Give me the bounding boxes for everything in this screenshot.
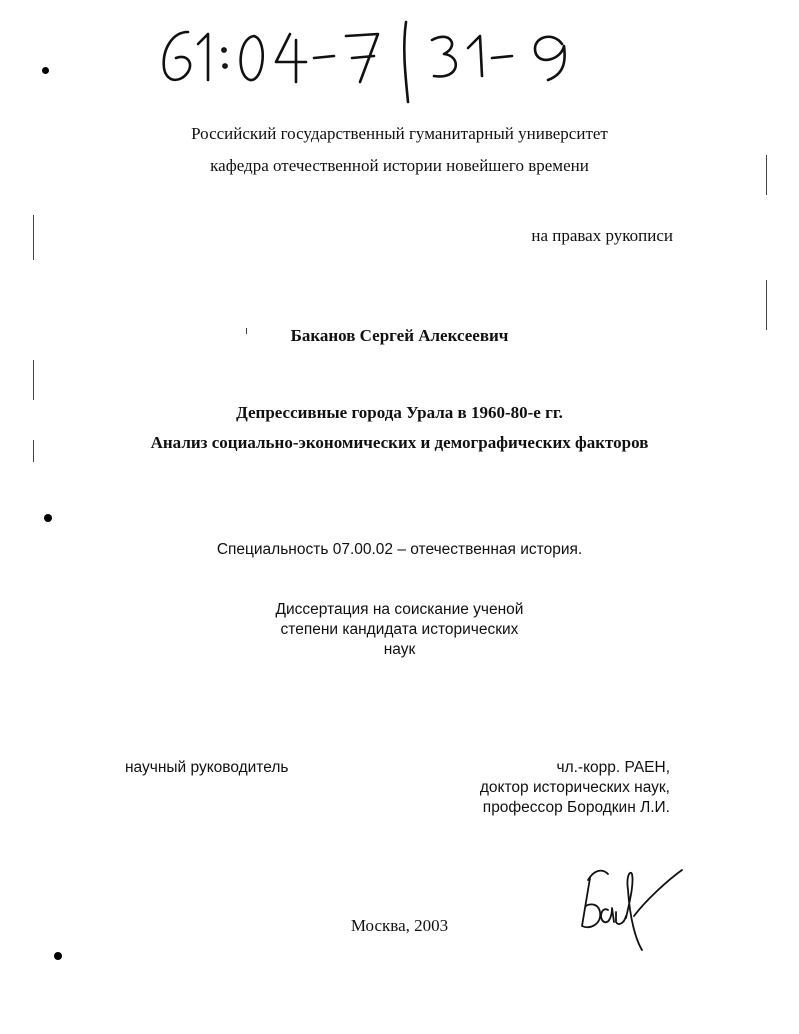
handwritten-signature <box>572 860 692 960</box>
dissertation-purpose-line3: наук <box>383 641 416 658</box>
place-and-year: Москва, 2003 <box>350 916 449 935</box>
scan-margin-line <box>33 360 34 400</box>
scan-margin-line <box>33 215 34 260</box>
scan-margin-line <box>766 280 767 330</box>
dissertation-purpose-line1: Диссертация на соискание ученой <box>275 601 524 618</box>
department-name: кафедра отечественной истории новейшего времени <box>210 156 589 175</box>
scan-speck <box>42 67 49 74</box>
manuscript-note: на правах рукописи <box>531 226 673 245</box>
handwritten-archive-code <box>150 10 590 105</box>
supervisor-title-line1: чл.-корр. РАЕН, <box>556 759 670 776</box>
dissertation-purpose-line2: степени кандидата исторических <box>280 621 519 638</box>
dissertation-title-line1: Депрессивные города Урала в 1960-80-е гг. <box>236 403 563 422</box>
supervisor-label: научный руководитель <box>125 759 289 776</box>
scan-speck <box>44 514 52 522</box>
specialty: Специальность 07.00.02 – отечественная история. <box>216 541 583 558</box>
supervisor-title-line2: доктор исторических наук, <box>479 779 670 796</box>
supervisor-title-line3: профессор Бородкин Л.И. <box>482 799 670 816</box>
author-name: Баканов Сергей Алексеевич <box>290 326 509 345</box>
university-name: Российский государственный гуманитарный университет <box>191 124 608 143</box>
dissertation-title-line2: Анализ социально-экономических и демографических факторов <box>150 433 649 452</box>
scan-speck <box>54 952 62 960</box>
